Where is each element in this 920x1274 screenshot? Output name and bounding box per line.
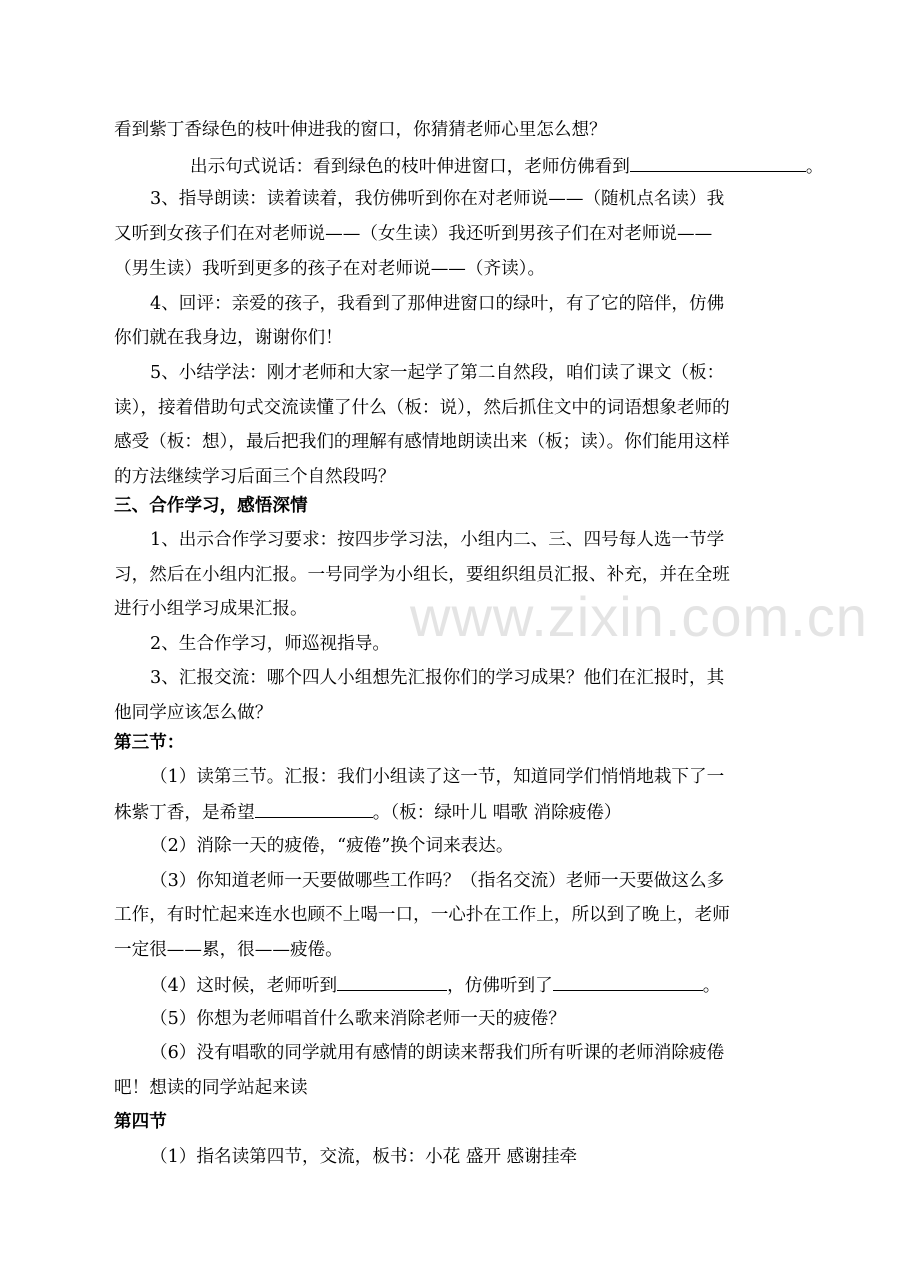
text-line: 吧！想读的同学站起来读 (114, 1078, 308, 1098)
text-line: （6）没有唱歌的同学就用有感情的朗读来帮我们所有听课的老师消除疲倦 (150, 1043, 725, 1063)
fill-blank (630, 153, 806, 172)
text-line: 读），接着借助句式交流读懂了什么（板：说），然后抓住文中的词语想象老师的 (114, 398, 730, 418)
text-line (150, 972, 720, 996)
text-span: 出示句式说话：看到绿色的枝叶伸进窗口，老师仿佛看到 (190, 157, 630, 177)
text-line: 4、回评：亲爱的孩子，我看到了那伸进窗口的绿叶，有了它的陪伴，仿佛 (150, 294, 725, 314)
section-heading: 第三节： (114, 732, 185, 753)
text-line: 感受（板：想），最后把我们的理解有感情地朗读出来（板；读）。你们能用这样 (114, 432, 730, 452)
text-line: 看到紫丁香绿色的枝叶伸进我的窗口，你猜猜老师心里怎么想？ (114, 120, 607, 140)
text-line (114, 799, 621, 823)
text-line: 一定很——累，很——疲倦。 (114, 940, 343, 960)
text-line: （1）读第三节。汇报：我们小组读了这一节，知道同学们悄悄地栽下了一 (150, 767, 725, 787)
text-line: （5）你想为老师唱首什么歌来消除老师一天的疲倦？ (150, 1009, 566, 1029)
text-span: ，仿佛听到了 (447, 976, 553, 996)
watermark: www.zixin.com.cn (410, 585, 868, 648)
text-line: 他同学应该怎么做？ (114, 703, 273, 723)
text-span: 。（板：绿叶儿 唱歌 消除疲倦） (372, 803, 622, 823)
text-line: （2）消除一天的疲倦，“疲倦”换个词来表达。 (150, 836, 514, 856)
text-line: 进行小组学习成果汇报。 (114, 599, 308, 619)
fill-blank (337, 972, 447, 991)
section-heading: 三、合作学习，感悟深情 (114, 495, 308, 516)
fill-blank (255, 799, 373, 818)
text-line: 又听到女孩子们在对老师说——（女生读）我还听到男孩子们在对老师说—— (114, 224, 713, 244)
text-line: （男生读）我听到更多的孩子在对老师说——（齐读）。 (114, 259, 546, 279)
text-span: 。 (805, 157, 824, 177)
text-line (190, 153, 823, 177)
text-span: 株紫丁香，是希望 (114, 803, 255, 823)
text-span: （4）这时候，老师听到 (150, 976, 338, 996)
text-line: 的方法继续学习后面三个自然段吗？ (114, 467, 396, 487)
text-line: 1、出示合作学习要求：按四步学习法，小组内二、三、四号每人选一节学 (150, 530, 725, 550)
text-line: 你们就在我身边，谢谢你们！ (114, 328, 343, 348)
text-line: 5、小结学法：刚才老师和大家一起学了第二自然段，咱们读了课文（板： (150, 363, 725, 383)
text-line: 习，然后在小组内汇报。一号同学为小组长，要组织组员汇报、补充，并在全班 (114, 565, 730, 585)
text-line: 3、汇报交流：哪个四人小组想先汇报你们的学习成果？他们在汇报时，其 (150, 668, 725, 688)
text-line: （3）你知道老师一天要做哪些工作吗？（指名交流）老师一天要做这么多 (150, 871, 725, 891)
text-line: 2、生合作学习，师巡视指导。 (150, 634, 390, 654)
section-heading: 第四节 (114, 1111, 167, 1132)
text-line: 工作，有时忙起来连水也顾不上喝一口，一心扑在工作上，所以到了晚上，老师 (114, 905, 730, 925)
text-line: 3、指导朗读：读着读着，我仿佛听到你在对老师说——（随机点名读）我 (150, 189, 725, 209)
text-span: 。 (702, 976, 721, 996)
fill-blank (553, 972, 703, 991)
text-line: （1）指名读第四节，交流，板书：小花 盛开 感谢挂牵 (150, 1147, 578, 1167)
